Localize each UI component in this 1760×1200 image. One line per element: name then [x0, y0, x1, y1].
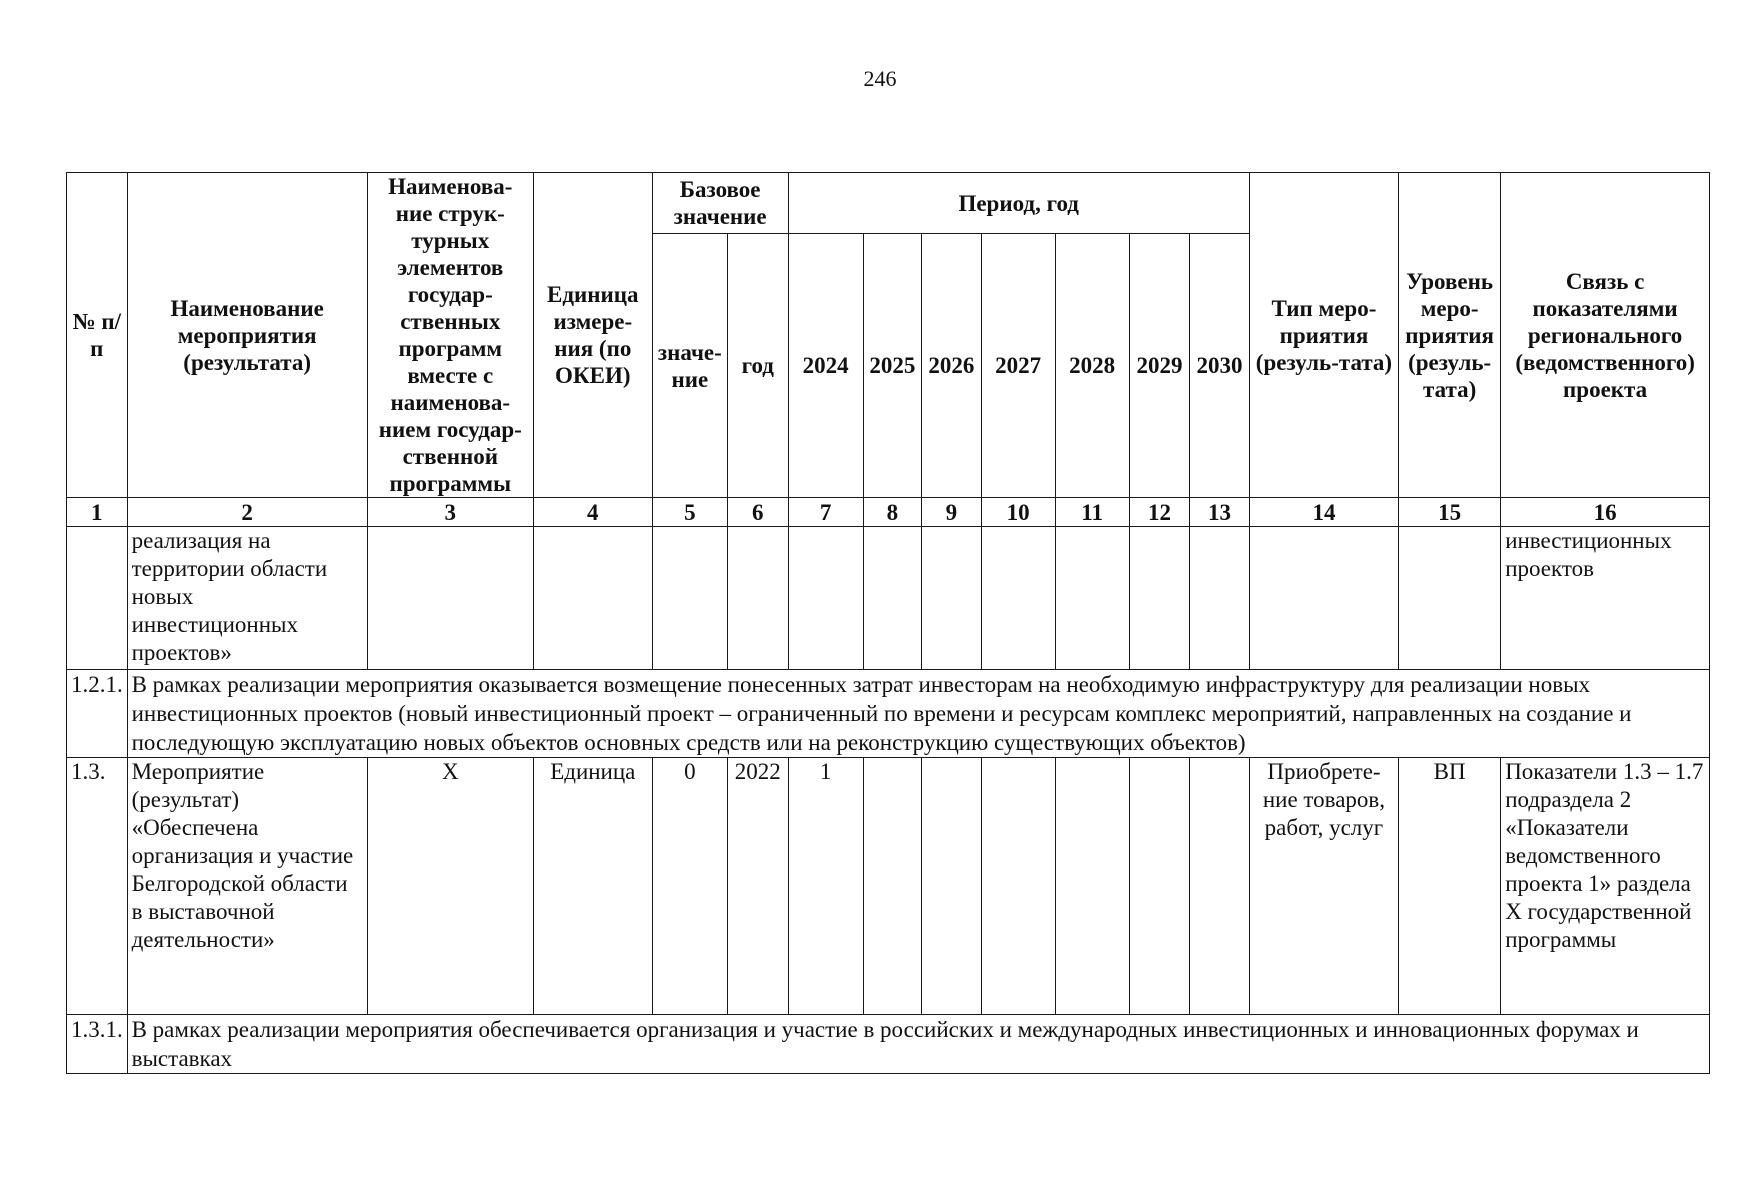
cell-link: Показатели 1.3 – 1.7 подраздела 2 «Показатели ведомственного проекта 1» раздела X государственной программы: [1501, 758, 1710, 1015]
cell-empty: [1129, 527, 1190, 670]
cell-num: 1.3.1.: [67, 1015, 128, 1074]
cell-description: В рамках реализации мероприятия оказывается возмещение понесенных затрат инвесторам на необходимую инфраструктуру для реализации новых инвестиционных проектов (новый инвестиционный проект – ограниченный по времени и ресурсам комплекс мероприятий, направленных на создание и последующую эксплуатацию новых объектов основных средств или на реконструкцию существующих объектов): [127, 670, 1709, 758]
column-number: 1: [67, 498, 128, 527]
column-number: 5: [652, 498, 727, 527]
header-year-2030: 2030: [1190, 234, 1250, 498]
header-year-2026: 2026: [922, 234, 981, 498]
header-name: Наименование мероприятия (результата): [127, 173, 367, 498]
cell-num: [67, 527, 128, 670]
cell-empty: [1055, 527, 1129, 670]
activities-table: [66, 172, 1710, 1074]
cell-empty: [1190, 527, 1250, 670]
cell-unit: Единица: [533, 758, 652, 1015]
header-unit: Единица измере-ния (по ОКЕИ): [533, 173, 652, 498]
column-numbers-row: [67, 498, 1710, 527]
cell-empty: [981, 527, 1055, 670]
cell-empty: [922, 527, 981, 670]
header-base: Базовое значение: [652, 173, 788, 234]
cell-empty: [788, 527, 863, 670]
header-row-1: [67, 173, 1710, 234]
cell-level: ВП: [1399, 758, 1501, 1015]
cell-empty: [863, 527, 921, 670]
cell-empty: [652, 527, 727, 670]
cell-empty: [1399, 527, 1501, 670]
column-number: 3: [367, 498, 533, 527]
page-number: 246: [863, 66, 897, 91]
header-level: Уровень меро-приятия (резуль-тата): [1399, 173, 1501, 498]
cell-base-value: 0: [652, 758, 727, 1015]
table-row-continuation: [67, 527, 1710, 670]
cell-year-2028: [1055, 758, 1129, 1015]
cell-empty: [367, 527, 533, 670]
column-number: 11: [1055, 498, 1129, 527]
header-elements: Наименова-ние струк-турных элементов государ-ственных программ вместе с наименова-нием государ-ственной программы: [367, 173, 533, 498]
header-year-2027: 2027: [981, 234, 1055, 498]
header-year-2025: 2025: [863, 234, 921, 498]
cell-num: 1.2.1.: [67, 670, 128, 758]
column-number: 16: [1501, 498, 1710, 527]
cell-year-2026: [922, 758, 981, 1015]
column-number: 14: [1249, 498, 1398, 527]
header-base-year: год: [727, 234, 788, 498]
cell-empty: [727, 527, 788, 670]
header-num: № п/п: [67, 173, 128, 498]
column-number: 4: [533, 498, 652, 527]
column-number: 13: [1190, 498, 1250, 527]
column-number: 12: [1129, 498, 1190, 527]
column-number: 8: [863, 498, 921, 527]
header-period: Период, год: [788, 173, 1249, 234]
cell-name: реализация на территории области новых инвестиционных проектов»: [127, 527, 367, 670]
cell-base-year: 2022: [727, 758, 788, 1015]
cell-num: 1.3.: [67, 758, 128, 1015]
column-number: 2: [127, 498, 367, 527]
header-year-2024: 2024: [788, 234, 863, 498]
header-year-2029: 2029: [1129, 234, 1190, 498]
column-number: 9: [922, 498, 981, 527]
cell-year-2029: [1129, 758, 1190, 1015]
table-row-1-3-1: [67, 1015, 1710, 1074]
cell-empty: [533, 527, 652, 670]
table-row-1-3: [67, 758, 1710, 1015]
cell-year-2024: 1: [788, 758, 863, 1015]
cell-year-2025: [863, 758, 921, 1015]
cell-year-2030: [1190, 758, 1250, 1015]
header-link: Связь с показателями регионального (ведомственного) проекта: [1501, 173, 1710, 498]
cell-description: В рамках реализации мероприятия обеспечивается организация и участие в российских и международных инвестиционных и инновационных форумах и выставках: [127, 1015, 1709, 1074]
header-base-value: значе-ние: [652, 234, 727, 498]
header-type: Тип меро-приятия (резуль-тата): [1249, 173, 1398, 498]
header-year-2028: 2028: [1055, 234, 1129, 498]
cell-type: Приобрете-ние товаров, работ, услуг: [1249, 758, 1398, 1015]
column-number: 6: [727, 498, 788, 527]
cell-empty: [1249, 527, 1398, 670]
cell-elements: X: [367, 758, 533, 1015]
column-number: 15: [1399, 498, 1501, 527]
cell-link: инвестиционных проектов: [1501, 527, 1710, 670]
column-number: 7: [788, 498, 863, 527]
table-row-1-2-1: [67, 670, 1710, 758]
column-number: 10: [981, 498, 1055, 527]
cell-year-2027: [981, 758, 1055, 1015]
cell-name: Мероприятие (результат) «Обеспечена организация и участие Белгородской области в выставочной деятельности»: [127, 758, 367, 1015]
